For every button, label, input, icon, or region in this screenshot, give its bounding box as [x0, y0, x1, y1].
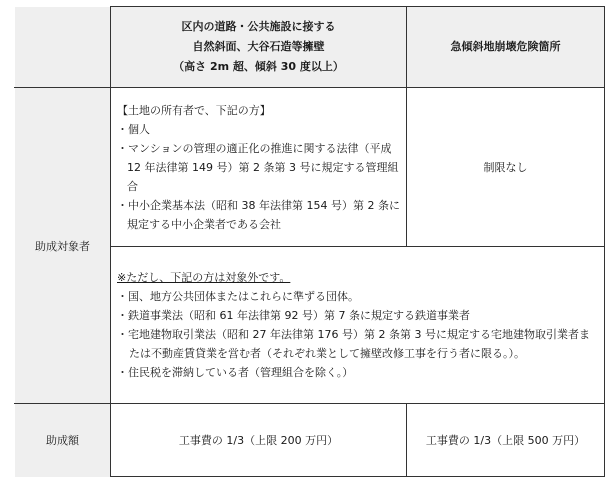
subsidy-target-label: 助成対象者 — [15, 88, 111, 404]
header-col1-line: （高さ 2m 超、傾斜 30 度以上） — [173, 60, 344, 73]
eligible-item: ・個人 — [117, 122, 150, 136]
amount-label: 助成額 — [15, 404, 111, 477]
header-row — [15, 7, 605, 88]
excluded-cell — [111, 247, 605, 404]
eligible-heading: 【土地の所有者で、下記の方】 — [117, 103, 271, 117]
amount-col2: 工事費の 1/3（上限 500 万円） — [407, 404, 605, 477]
amount-row — [15, 404, 605, 477]
excluded-item: ・宅地建物取引業法（昭和 27 年法律第 176 号）第 2 条第 3 号に規定する宅地建物取引業者または不動産賃貸業を営む者（それぞれ業として擁壁改修工事を行う者に限る。）。 — [117, 328, 590, 360]
eligible-col2: 制限なし — [407, 88, 605, 247]
header-col1 — [111, 7, 407, 88]
eligible-item: ・中小企業基本法（昭和 38 年法律第 154 号）第 2 条に規定する中小企業者である会社 — [117, 198, 400, 231]
header-col2: 急傾斜地崩壊危険箇所 — [407, 7, 605, 88]
amount-col1: 工事費の 1/3（上限 200 万円） — [111, 404, 407, 477]
excluded-item: ・住民税を滞納している者（管理組合を除く。） — [117, 366, 354, 379]
subsidy-table — [14, 6, 605, 477]
eligible-item: ・マンションの管理の適正化の推進に関する法律（平成 12 年法律第 149 号）第 2 条第 3 号に規定する管理組合 — [117, 141, 399, 193]
header-col1-line: 区内の道路・公共施設に接する — [181, 20, 336, 33]
excluded-item: ・国、地方公共団体またはこれらに準ずる団体。 — [117, 290, 359, 303]
eligible-col1 — [111, 88, 407, 247]
header-col1-line: 自然斜面、大谷石造等擁壁 — [192, 40, 325, 53]
header-empty-cell — [15, 7, 111, 88]
excluded-item: ・鉄道事業法（昭和 61 年法律第 92 号）第 7 条に規定する鉄道事業者 — [117, 309, 470, 322]
excluded-heading: ※ただし、下記の方は対象外です。 — [117, 271, 291, 284]
eligible-row — [15, 88, 605, 247]
